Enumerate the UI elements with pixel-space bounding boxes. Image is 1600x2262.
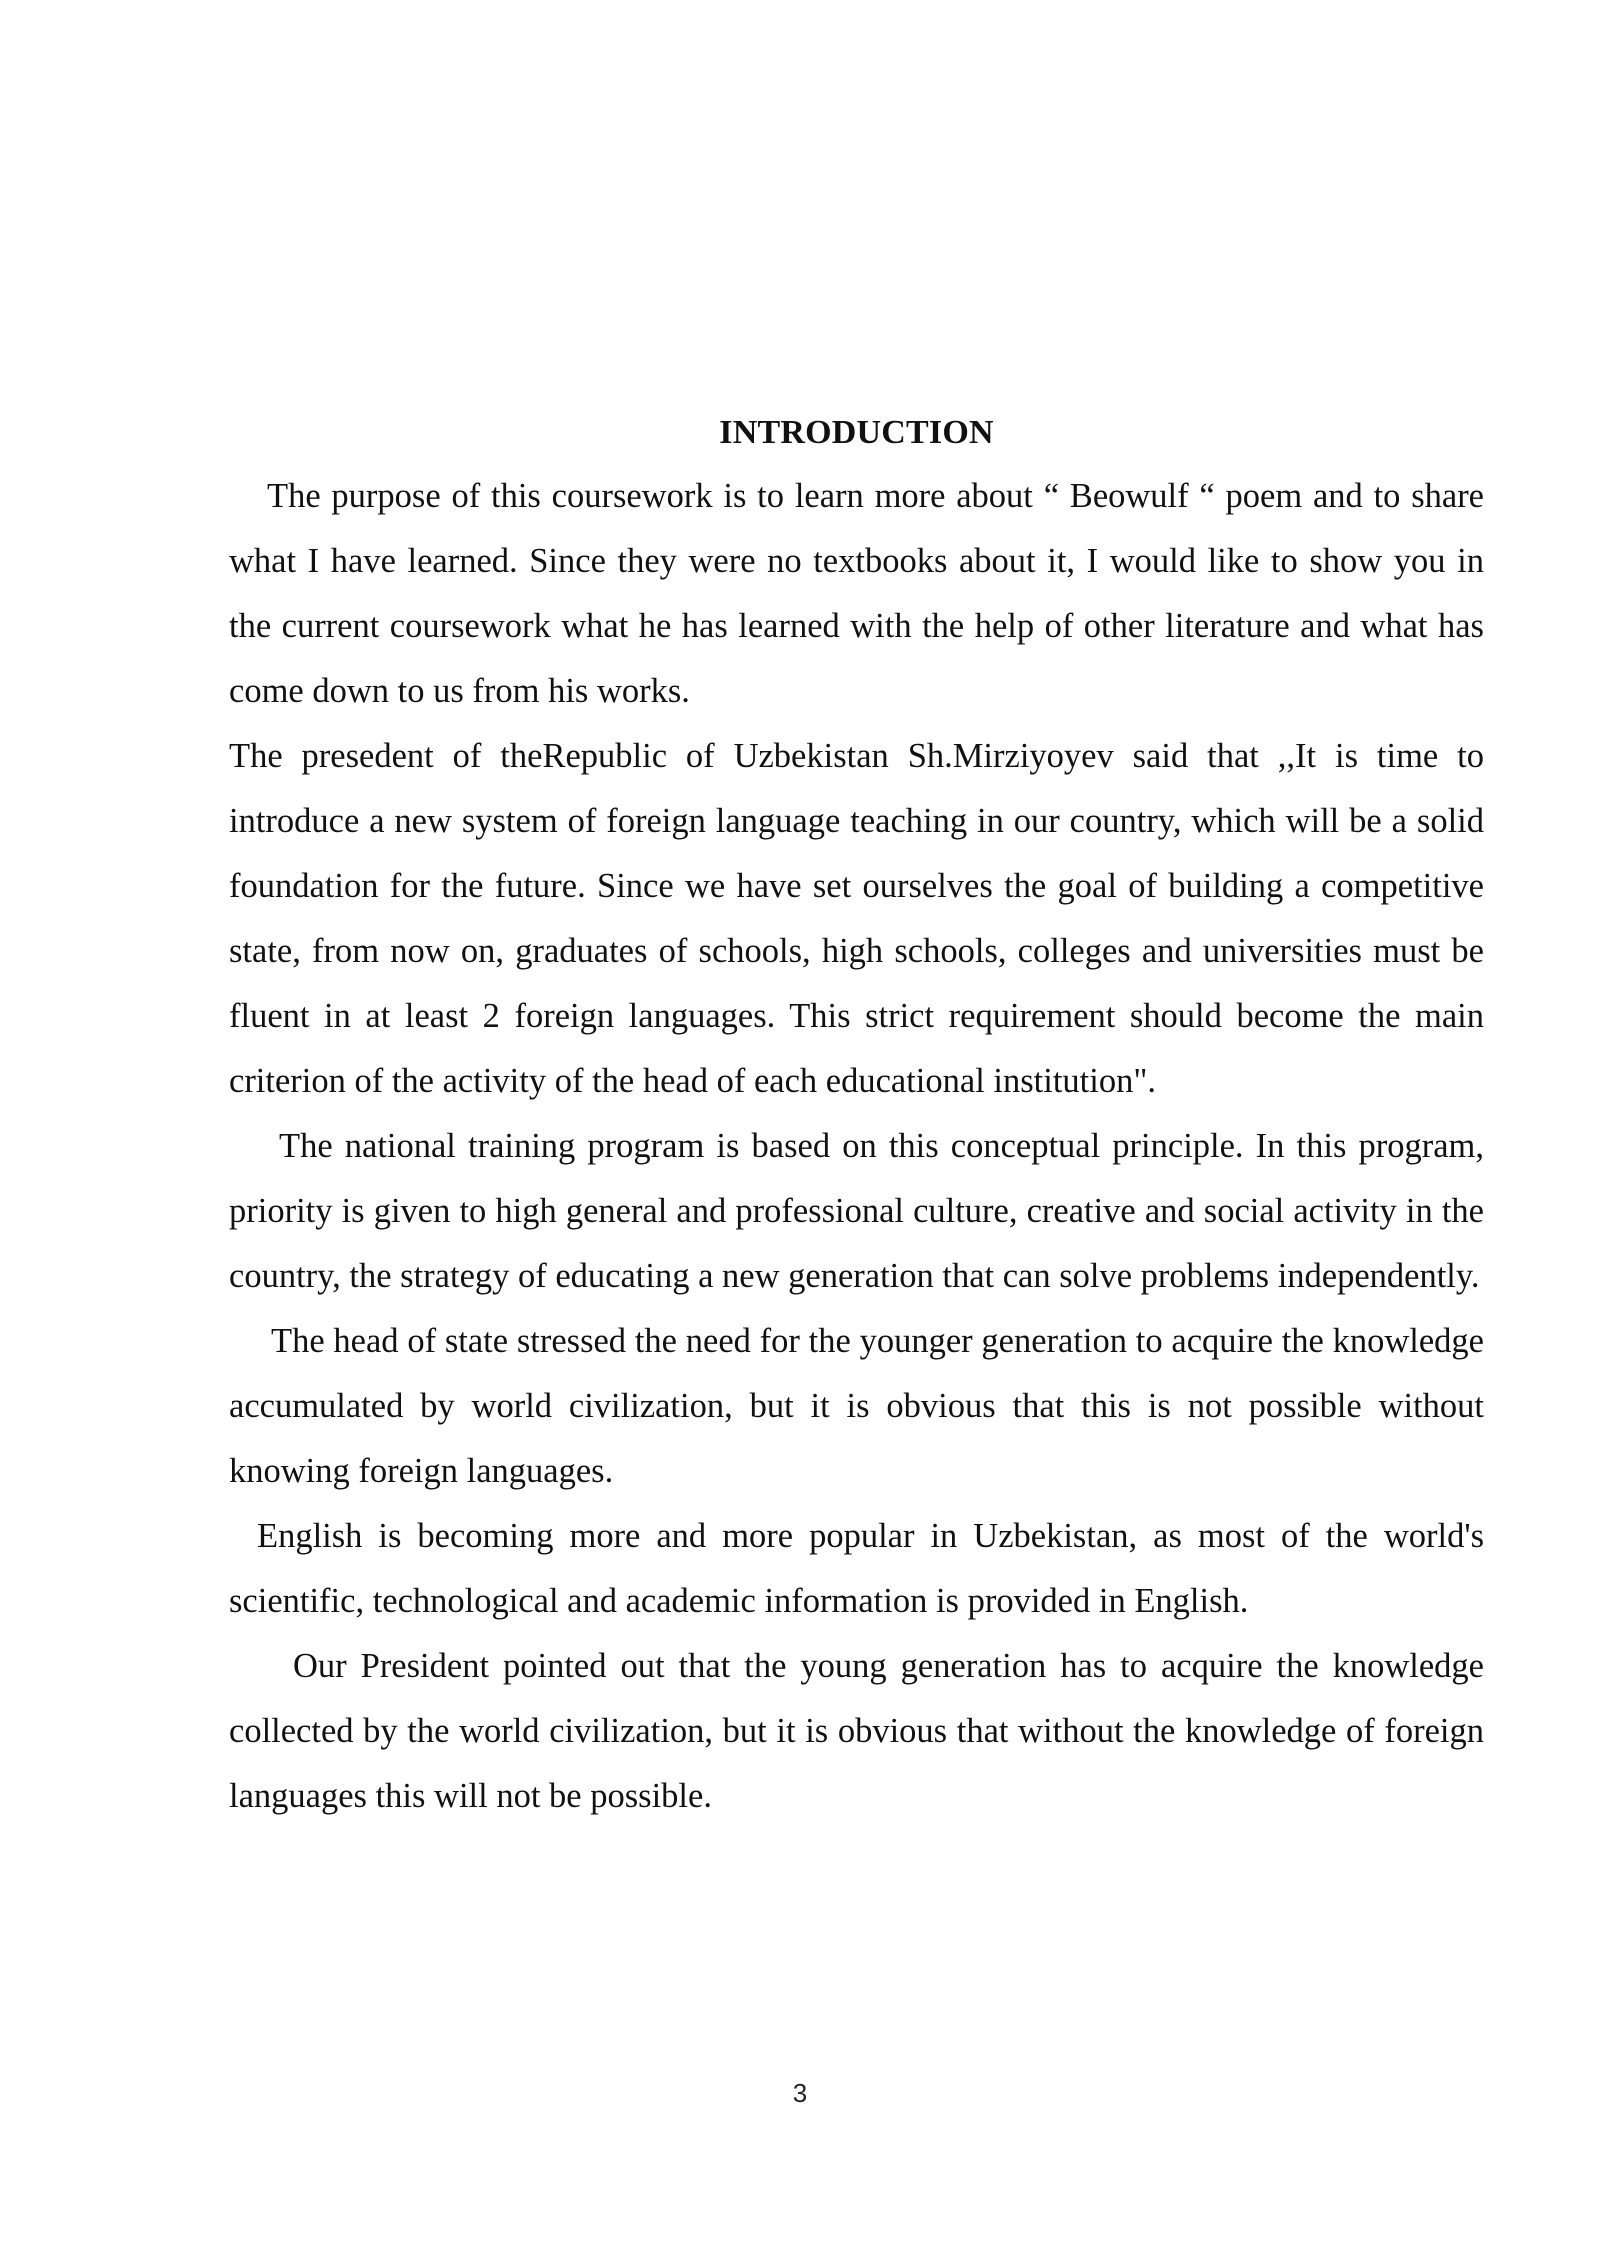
paragraph-training-program: The national training program is based on this conceptual principle. In this program, priority is given to high general and professional culture, creative and social activity in the country, the strategy of educating a new generation that can solve problems independently. xyxy=(229,1127,1484,1295)
page-content xyxy=(229,408,1484,1829)
page-number: 3 xyxy=(792,2078,808,2108)
paragraph-english-popularity: English is becoming more and more popular in Uzbekistan, as most of the world's scientific, technological and academic information is provided in English. xyxy=(229,1517,1484,1620)
paragraph-president-quote: The presedent of theRepublic of Uzbekistan Sh.Mirziyoyev said that ,,It is time to introduce a new system of foreign language teaching in our country, which will be a solid foundation for the future. Since we have set ourselves the goal of building a competitive state, from now on, graduates of schools, high schools, colleges and universities must be fluent in at least 2 foreign languages. This strict requirement should become the main criterion of the activity of the head of each educational institution". xyxy=(229,737,1484,1100)
paragraph-purpose: The purpose of this coursework is to learn more about “ Beowulf “ poem and to share what I have learned. Since they were no textbooks about it, I would like to show you in the current coursework what he has learned with the help of other literature and what has come down to us from his works. xyxy=(229,477,1484,710)
paragraph-president-pointed: Our President pointed out that the young generation has to acquire the knowledge collected by the world civilization, but it is obvious that without the knowledge of foreign languages this will not be possible. xyxy=(229,1647,1484,1815)
paragraph-head-of-state: The head of state stressed the need for the younger generation to acquire the knowledge accumulated by world civilization, but it is obvious that this is not possible without knowing foreign languages. xyxy=(229,1322,1484,1490)
section-title: INTRODUCTION xyxy=(719,414,994,451)
